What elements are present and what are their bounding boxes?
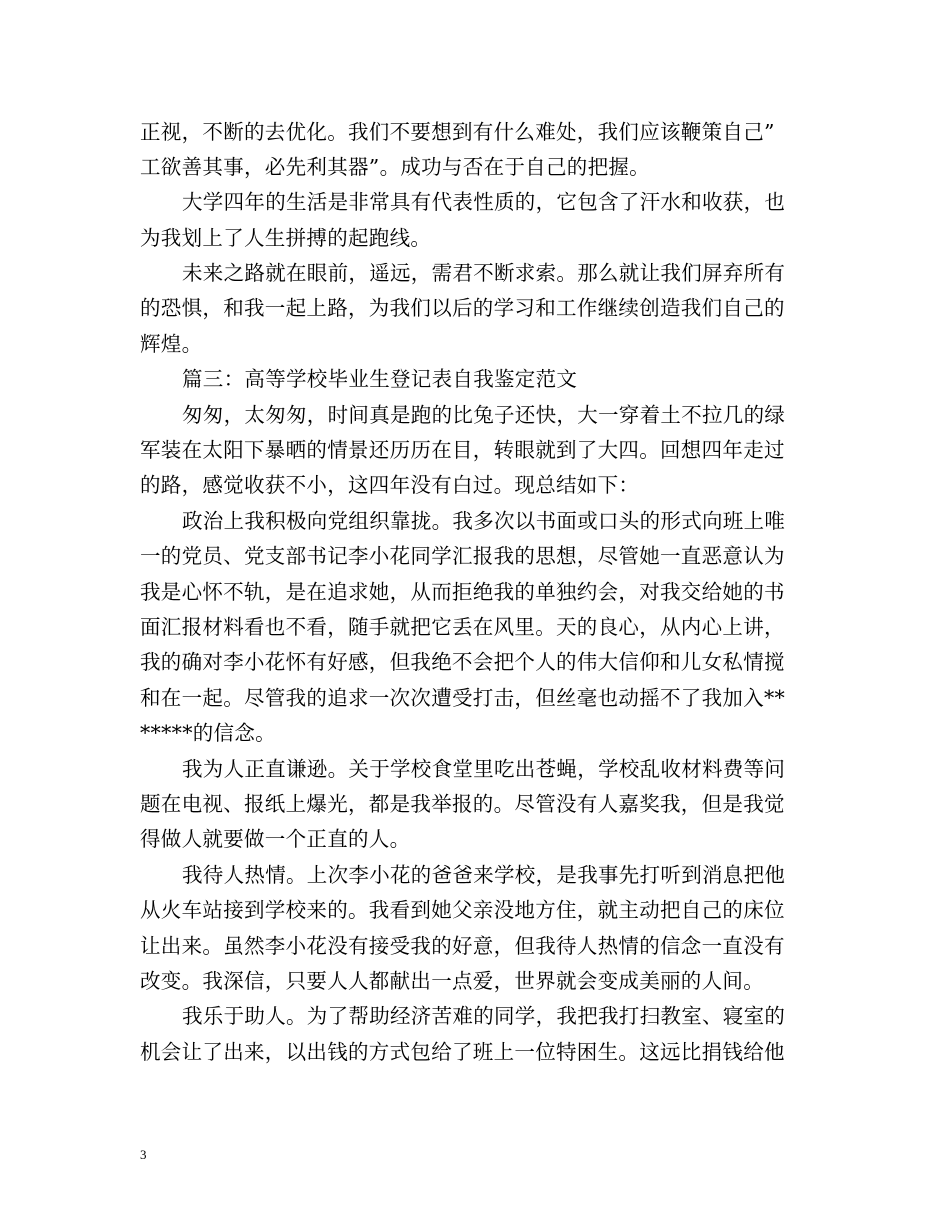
text-line: 我待人热情。上次李小花的爸爸来学校，是我事先打听到消息把他	[182, 863, 786, 887]
text-line: 匆匆，太匆匆，时间真是跑的比兔子还快，大一穿着土不拉几的绿	[182, 403, 786, 427]
text-line: 未来之路就在眼前，遥远，需君不断求索。那么就让我们屏弃所有	[182, 261, 786, 285]
text-line: 我为人正直谦逊。关于学校食堂里吃出苍蝇，学校乱收材料费等问	[182, 757, 786, 781]
text-line: 一的党员、党支部书记李小花同学汇报我的思想，尽管她一直恶意认为	[140, 544, 785, 568]
text-line: 面汇报材料看也不看，随手就把它丢在风里。天的良心，从内心上讲，	[140, 615, 785, 639]
text-line: 政治上我积极向党组织靠拢。我多次以书面或口头的形式向班上唯	[182, 509, 786, 533]
text-line: 军装在太阳下暴晒的情景还历历在目，转眼就到了大四。回想四年走过	[140, 438, 785, 462]
text-line: 让出来。虽然李小花没有接受我的好意，但我待人热情的信念一直没有	[140, 934, 785, 958]
text-line: 得做人就要做一个正直的人。	[140, 827, 411, 851]
text-line: 改变。我深信，只要人人都献出一点爱，世界就会变成美丽的人间。	[140, 969, 764, 993]
text-line: 的路，感觉收获不小，这四年没有白过。现总结如下：	[140, 473, 640, 497]
text-line: 大学四年的生活是非常具有代表性质的，它包含了汗水和收获，也	[182, 190, 786, 214]
text-line: 为我划上了人生拼搏的起跑线。	[140, 226, 432, 250]
page-number: 3	[140, 1147, 147, 1162]
text-line: 我是心怀不轨，是在追求她，从而拒绝我的单独约会，对我交给她的书	[140, 580, 785, 604]
text-line: *****的信念。	[140, 721, 276, 745]
text-line: 的恐惧，和我一起上路，为我们以后的学习和工作继续创造我们自己的	[140, 296, 785, 320]
text-line: 从火车站接到学校来的。我看到她父亲没地方住，就主动把自己的床位	[140, 898, 785, 922]
text-line: 题在电视、报纸上爆光，都是我举报的。尽管没有人嘉奖我，但是我觉	[140, 792, 785, 816]
text-line: 我的确对李小花怀有好感，但我绝不会把个人的伟大信仰和儿女私情搅	[140, 650, 785, 674]
text-line: 和在一起。尽管我的追求一次次遭受打击，但丝毫也动摇不了我加入**	[140, 686, 786, 710]
section-heading: 篇三：高等学校毕业生登记表自我鉴定范文	[182, 367, 578, 391]
text-line: 正视，不断的去优化。我们不要想到有什么难处，我们应该鞭策自己”	[140, 120, 775, 144]
text-line: 辉煌。	[140, 332, 203, 356]
text-line: 我乐于助人。为了帮助经济苦难的同学，我把我打扫教室、寝室的	[182, 1004, 786, 1028]
text-line: 机会让了出来，以出钱的方式包给了班上一位特困生。这远比捐钱给他	[140, 1040, 785, 1064]
text-line: 工欲善其事，必先利其器”。成功与否在于自己的把握。	[140, 155, 650, 179]
